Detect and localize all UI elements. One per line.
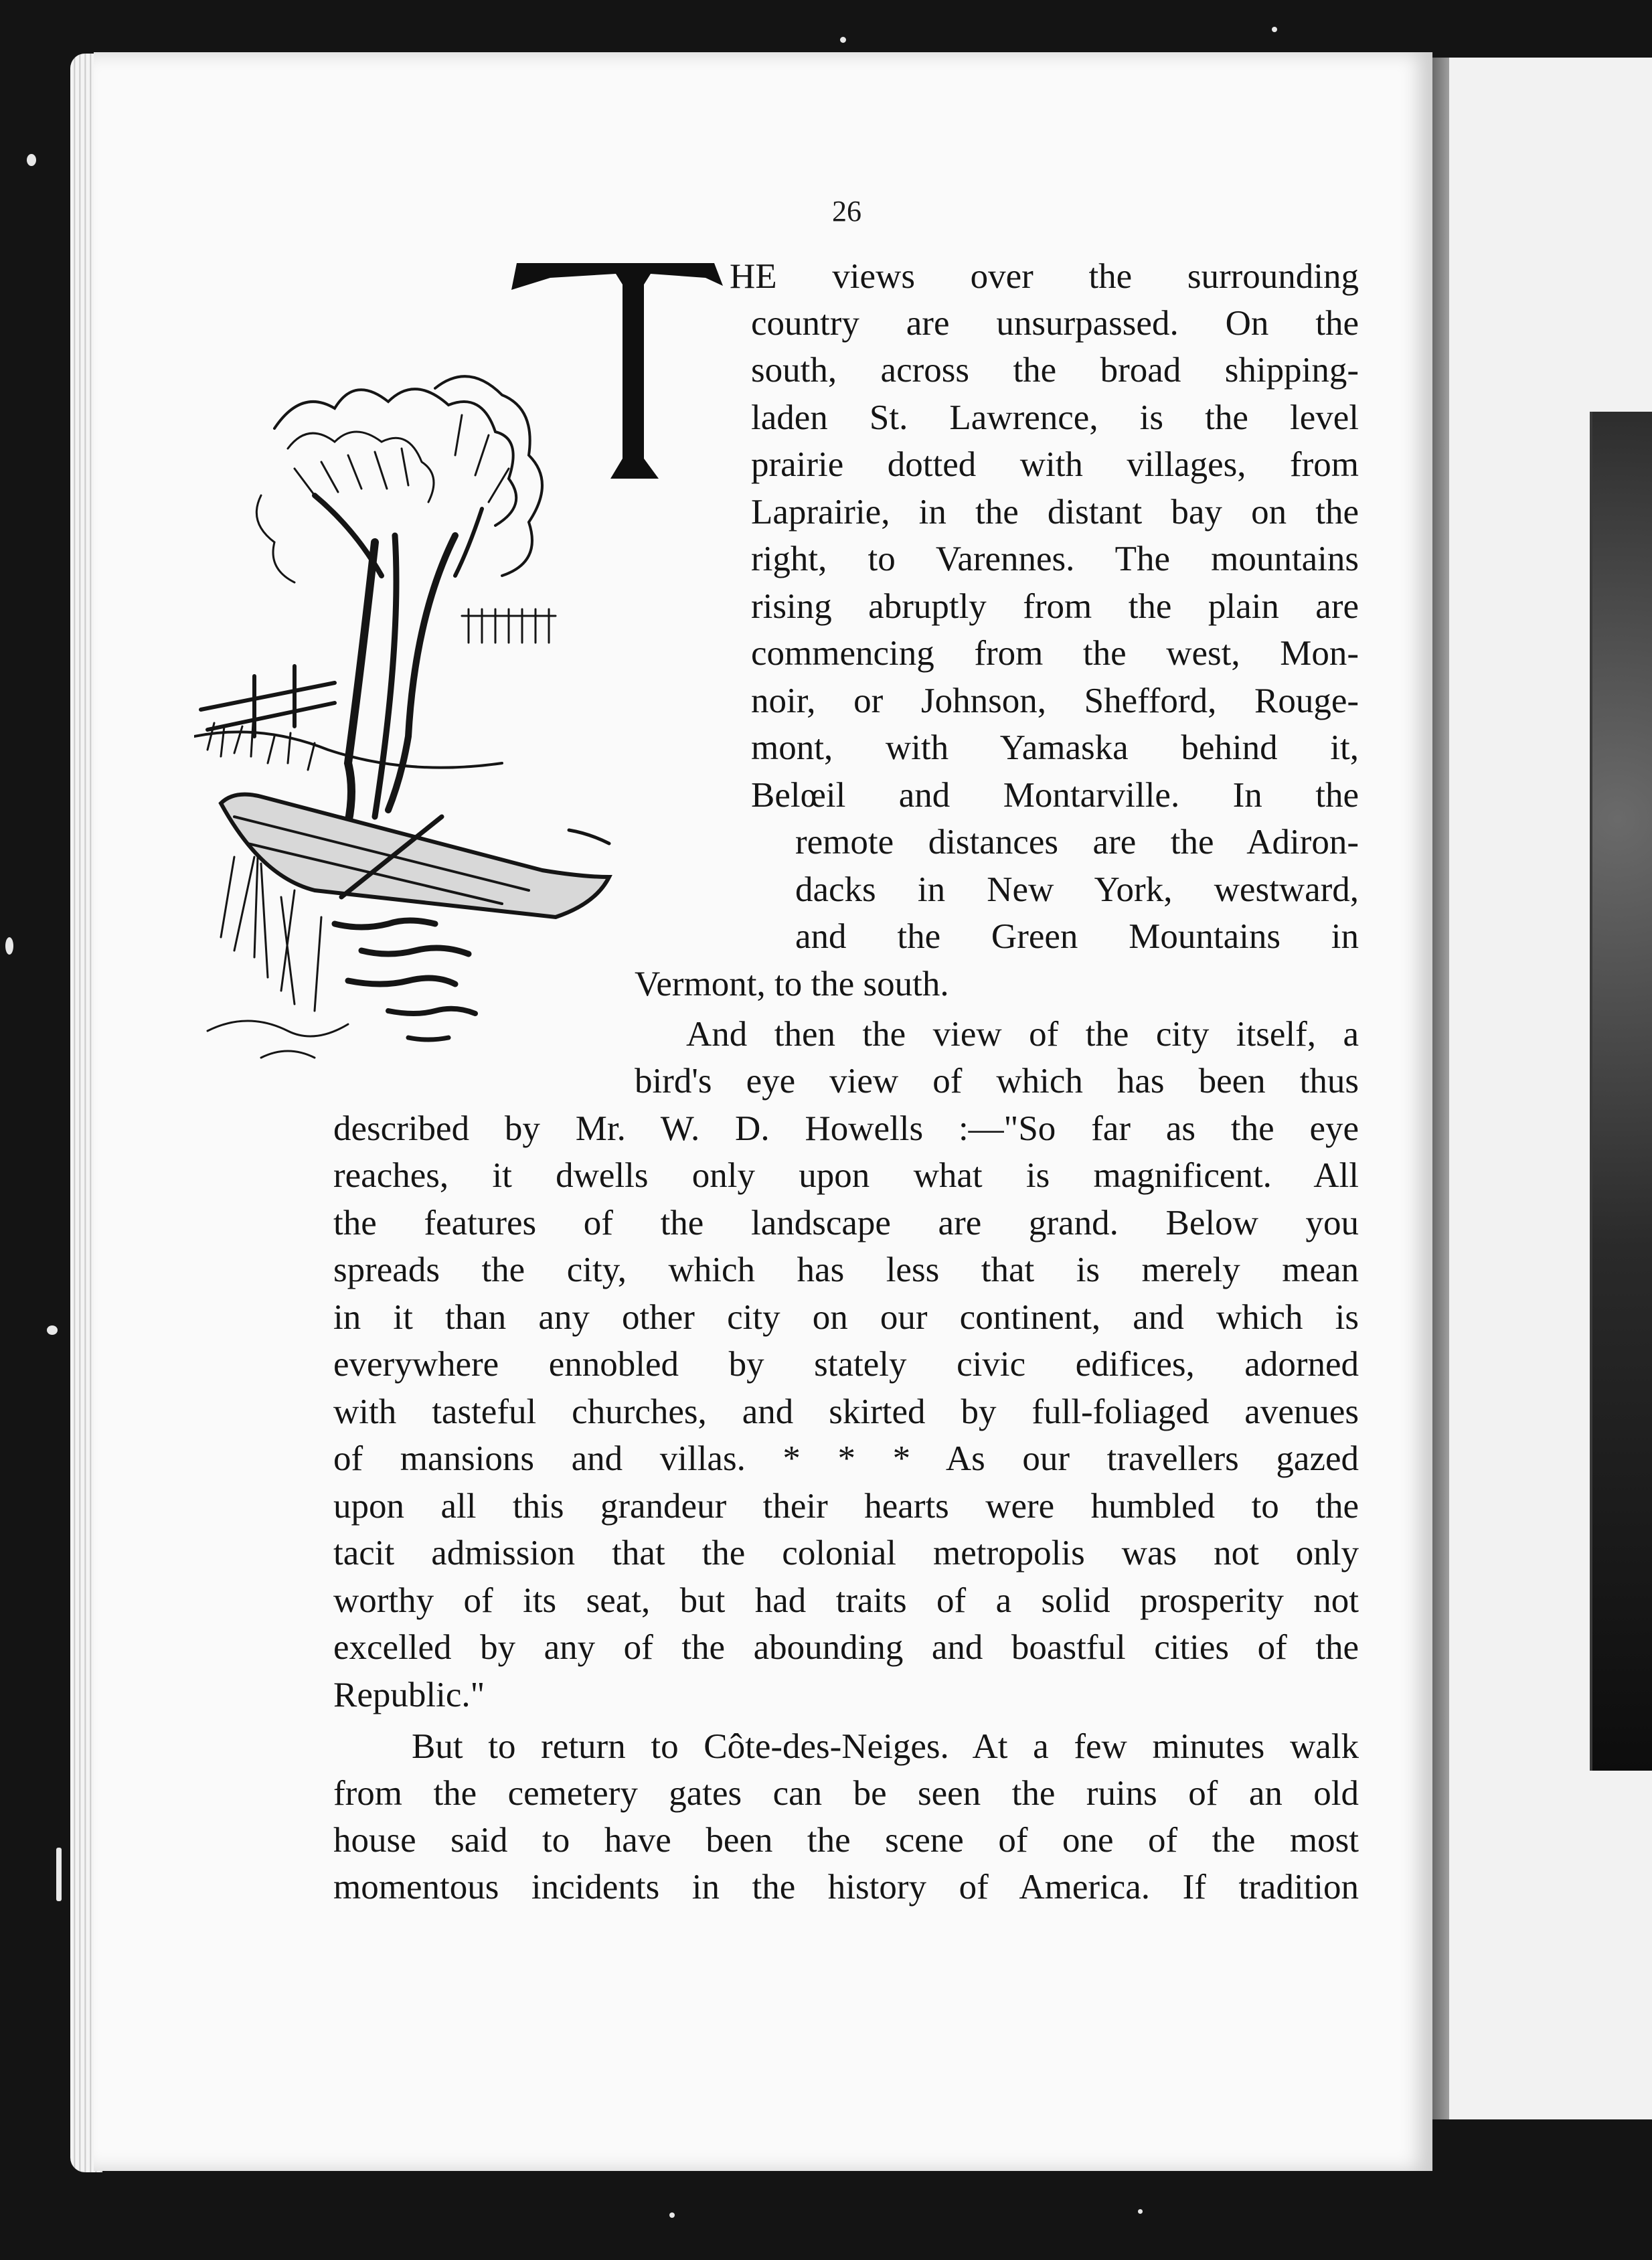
- text-line: house said to have been the scene of one of the most: [333, 1821, 1359, 1860]
- scan-speck: [56, 1848, 62, 1901]
- text-line: But to return to Côte-des-Neiges. At a few minutes walk: [412, 1727, 1359, 1766]
- text-line: And then the view of the city itself, a: [686, 1015, 1359, 1054]
- text-line: Belœil and Montarville. In the: [751, 776, 1359, 815]
- text-line: noir, or Johnson, Shefford, Rouge-: [751, 681, 1359, 720]
- text-line: worthy of its seat, but had traits of a solid prosperity not: [333, 1581, 1359, 1620]
- text-line: from the cemetery gates can be seen the ruins of an old: [333, 1774, 1359, 1813]
- scan-speck: [5, 937, 13, 955]
- text-line: described by Mr. W. D. Howells :—"So far as the eye: [333, 1109, 1359, 1148]
- text-line: mont, with Yamaska behind it,: [751, 728, 1359, 767]
- text-line: south, across the broad shipping-: [751, 351, 1359, 390]
- text-line: Vermont, to the south.: [635, 965, 949, 1003]
- text-line: momentous incidents in the history of America. If tradition: [333, 1868, 1359, 1907]
- text-line: bird's eye view of which has been thus: [635, 1062, 1359, 1101]
- text-line: prairie dotted with villages, from: [751, 445, 1359, 484]
- text-line: everywhere ennobled by stately civic edifices, adorned: [333, 1345, 1359, 1384]
- scan-speck: [1272, 27, 1277, 32]
- text-line: reaches, it dwells only upon what is magnificent. All: [333, 1156, 1359, 1195]
- text-line: HE views over the surrounding: [730, 257, 1359, 296]
- text-line: spreads the city, which has less that is merely mean: [333, 1250, 1359, 1289]
- text-line: the features of the landscape are grand. Below you: [333, 1204, 1359, 1242]
- text-line: of mansions and villas. * * * As our travellers gazed: [333, 1439, 1359, 1478]
- text-line: rising abruptly from the plain are: [751, 587, 1359, 626]
- text-line: in it than any other city on our continent, and which is: [333, 1298, 1359, 1337]
- scan-speck: [27, 154, 36, 166]
- text-line: upon all this grandeur their hearts were humbled to the: [333, 1487, 1359, 1526]
- text-line: remote distances are the Adiron-: [795, 823, 1359, 862]
- text-line: country are unsurpassed. On the: [751, 304, 1359, 343]
- text-line: dacks in New York, westward,: [795, 870, 1359, 909]
- text-line: excelled by any of the abounding and boastful cities of the: [333, 1628, 1359, 1667]
- text-line: and the Green Mountains in: [795, 917, 1359, 956]
- scan-speck: [669, 2212, 675, 2218]
- text-line: Laprairie, in the distant bay on the: [751, 493, 1359, 532]
- text-line: right, to Varennes. The mountains: [751, 540, 1359, 578]
- page-number: 26: [832, 195, 861, 228]
- text-line: laden St. Lawrence, is the level: [751, 398, 1359, 437]
- scan-speck: [840, 37, 846, 43]
- facing-page-photo: [1590, 412, 1652, 1771]
- text-line: commencing from the west, Mon-: [751, 634, 1359, 673]
- text-line: Republic.": [333, 1676, 485, 1714]
- text-line: tacit admission that the colonial metropolis was not only: [333, 1534, 1359, 1572]
- text-line: with tasteful churches, and skirted by full-foliaged avenues: [333, 1392, 1359, 1431]
- scan-speck: [47, 1325, 58, 1335]
- scan-speck: [1138, 2209, 1143, 2214]
